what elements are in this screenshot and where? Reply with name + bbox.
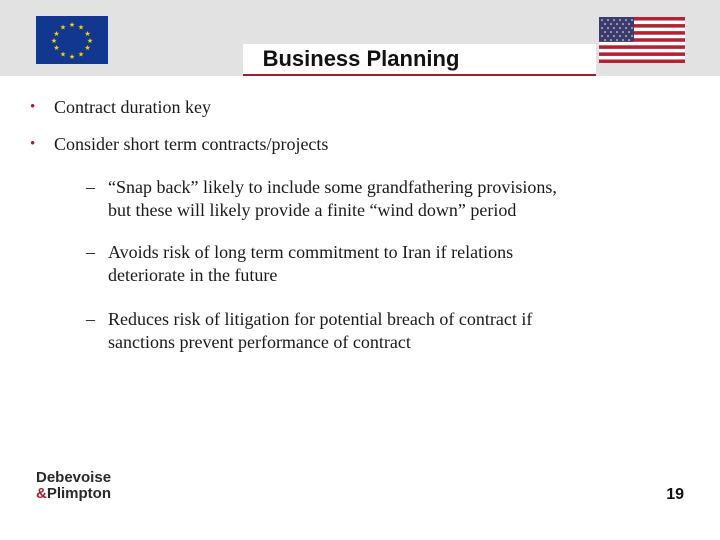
svg-text:★: ★	[53, 44, 60, 52]
svg-text:★: ★	[68, 21, 76, 29]
svg-text:★: ★	[84, 44, 91, 52]
sub-bullet-line: Avoids risk of long term commitment to Iran if relations	[108, 242, 514, 262]
logo-line-2	[36, 486, 111, 502]
logo-name: Plimpton	[46, 485, 112, 502]
bullet-text: Contract duration key	[54, 97, 211, 117]
bullet-dot: •	[30, 99, 36, 115]
sub-bullet-line: but these will likely provide a finite “wind down” period	[108, 200, 517, 220]
sub-bullet-line: deteriorate in the future	[108, 265, 278, 285]
sub-bullet-line: sanctions prevent performance of contract	[108, 332, 411, 352]
svg-text:★: ★	[77, 50, 85, 59]
us-flag-icon	[599, 17, 685, 63]
sub-bullet-dash: –	[86, 242, 95, 262]
logo-ampersand: &	[36, 485, 47, 502]
logo-line-1: Debevoise	[36, 469, 112, 486]
title-underline	[243, 74, 596, 76]
svg-text:★: ★	[68, 53, 76, 61]
sub-bullet-dash: –	[86, 309, 95, 329]
bullet-text: Consider short term contracts/projects	[54, 134, 329, 154]
sub-bullet-text	[108, 308, 678, 354]
svg-text:★: ★	[59, 50, 67, 59]
svg-text:★: ★	[84, 30, 91, 38]
svg-text:★: ★	[59, 23, 67, 32]
svg-text:★: ★	[50, 37, 58, 45]
firm-logo	[36, 470, 111, 502]
eu-flag-icon	[36, 16, 108, 64]
page-number: 19	[666, 486, 684, 503]
bullet-dot: •	[30, 136, 36, 152]
sub-bullet-dash: –	[86, 177, 95, 197]
svg-text:★: ★	[77, 23, 85, 32]
slide-title: Business Planning	[262, 46, 460, 71]
svg-text:★: ★	[53, 30, 60, 38]
svg-text:★: ★	[86, 37, 94, 45]
sub-bullet-line: Reduces risk of litigation for potential breach of contract if	[108, 309, 533, 329]
sub-bullet-line: “Snap back” likely to include some grandfathering provisions,	[108, 177, 557, 197]
sub-bullet-text	[108, 176, 678, 222]
sub-bullet-text	[108, 241, 678, 287]
